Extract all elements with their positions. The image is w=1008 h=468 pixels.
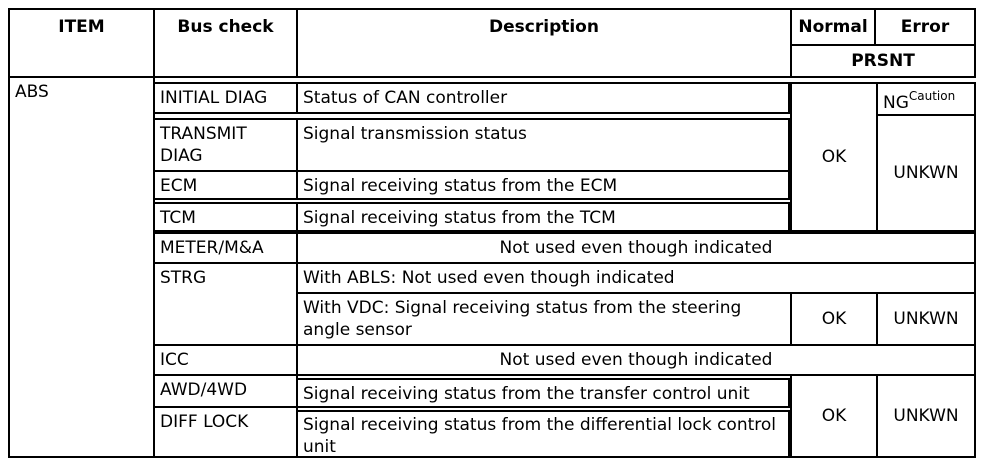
desc-transmit-diag: Signal transmission status: [296, 118, 790, 172]
desc-meter: Not used even though indicated: [296, 232, 976, 264]
bus-awd: AWD/4WD: [153, 374, 298, 408]
desc-initial-diag: Status of CAN controller: [296, 82, 790, 114]
header-prsnt: PRSNT: [790, 44, 976, 78]
caution-note: Caution: [908, 89, 956, 103]
header-description: Description: [296, 8, 792, 78]
desc-tcm: Signal receiving status from the TCM: [296, 202, 790, 232]
error-group3: UNKWN: [876, 374, 976, 458]
bus-transmit-diag: TRANSMIT DIAG: [153, 118, 298, 172]
desc-diff-lock: Signal receiving status from the differential lock control unit: [296, 410, 790, 458]
bus-ecm: ECM: [153, 170, 298, 200]
desc-strg-abls: With ABLS: Not used even though indicated: [296, 262, 976, 294]
desc-awd: Signal receiving status from the transfer control unit: [296, 378, 790, 408]
desc-strg-vdc: With VDC: Signal receiving status from the steering angle sensor: [296, 292, 792, 346]
bus-strg: STRG: [153, 262, 298, 346]
header-item: ITEM: [8, 8, 155, 78]
error-group1: UNKWN: [876, 114, 976, 232]
item-abs: ABS: [8, 76, 155, 458]
header-error: Error: [874, 8, 976, 46]
header-normal: Normal: [790, 8, 876, 46]
bus-icc: ICC: [153, 344, 298, 376]
can-diagnosis-table: [8, 8, 976, 458]
error-ng-text: NG: [883, 93, 909, 113]
bus-tcm: TCM: [153, 202, 298, 232]
header-bus-check: Bus check: [153, 8, 298, 78]
bus-meter: METER/M&A: [153, 232, 298, 264]
normal-strg: OK: [790, 292, 878, 346]
normal-group1: OK: [790, 82, 878, 232]
error-initial-diag: [876, 82, 976, 116]
normal-group3: OK: [790, 374, 878, 458]
error-strg: UNKWN: [876, 292, 976, 346]
bus-initial-diag: INITIAL DIAG: [153, 82, 298, 114]
desc-icc: Not used even though indicated: [296, 344, 976, 376]
desc-ecm: Signal receiving status from the ECM: [296, 170, 790, 200]
bus-diff-lock: DIFF LOCK: [153, 406, 298, 458]
